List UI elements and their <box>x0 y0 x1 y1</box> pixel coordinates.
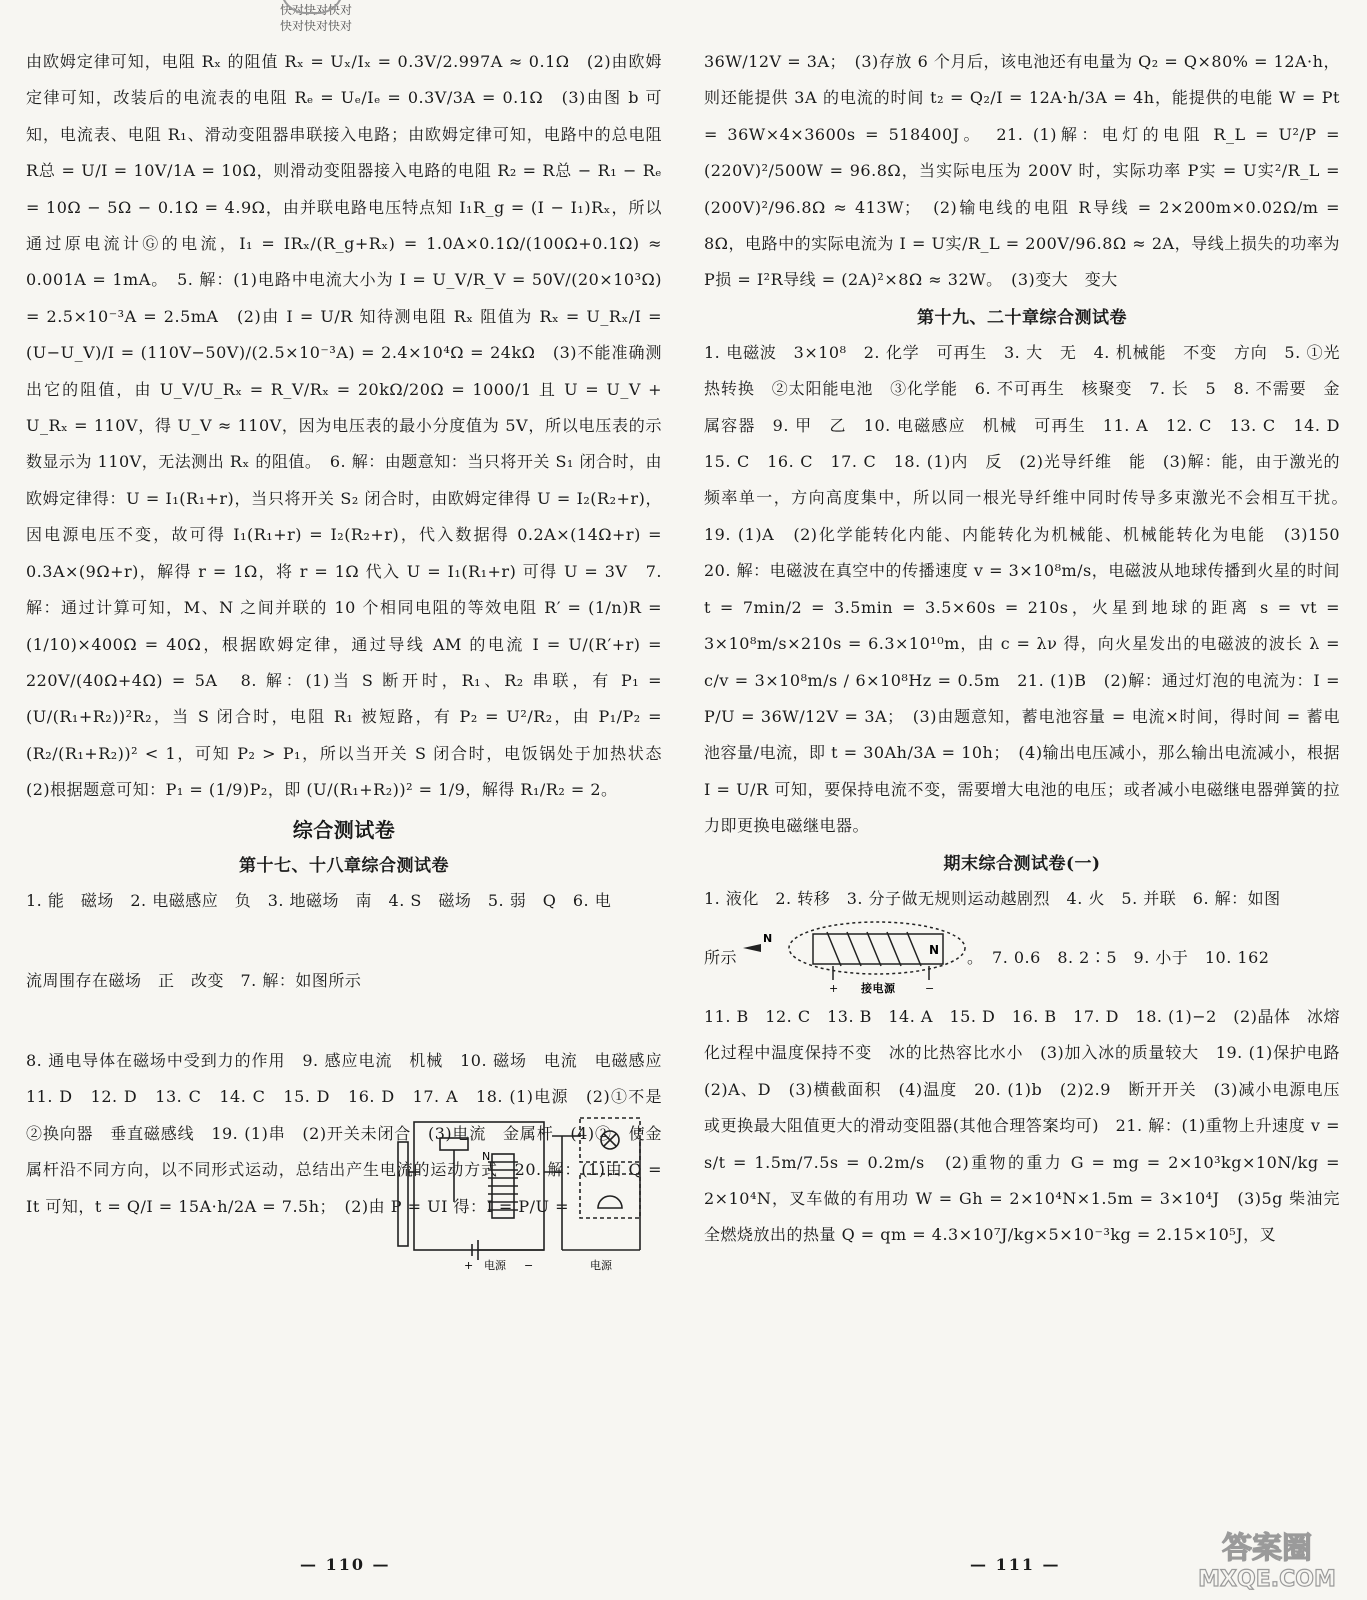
armature-pivot <box>440 1138 468 1150</box>
section3-line1: 1. 液化 2. 转移 3. 分子做无规则运动越剧烈 4. 火 5. 并联 6. 解：如图 <box>704 888 1281 908</box>
coil-figure-row <box>704 917 1340 999</box>
page-number-left: — 110 — <box>300 1555 391 1574</box>
coil-figure-suffix: 。 7. 0.6 8. 2∶5 9. 小于 10. 162 <box>967 947 1270 967</box>
compass-needle-icon <box>743 944 761 952</box>
coil-minus-label: − <box>925 981 935 995</box>
answers-figure-row <box>26 919 662 1043</box>
n-pole-label: N <box>482 1150 491 1163</box>
right-column <box>704 44 1357 1254</box>
solenoid-n-label: N <box>929 942 940 957</box>
answers-figure-text: 流周围存在磁场 正 改变 7. 解：如图所示 <box>26 970 362 990</box>
section2-title: 第十九、二十章综合测试卷 <box>917 307 1127 328</box>
left-column <box>26 44 679 1225</box>
coil-figure-prefix: 所示 <box>704 947 738 967</box>
watermark-line: 快对快对快对 <box>280 3 353 17</box>
minus-label: − <box>524 1259 534 1272</box>
answers-rest: 8. 通电导体在磁场中受到力的作用 9. 感应电流 机械 10. 磁场 电流 电磁感应 11. D 12. D 13. C 14. C 15. D 16. D 17. A 18. (1)电源 (2)①不是 ②换向器 垂直磁感线 19. (1)串 (2)开关未闭合 (3)电流 金属杆 (4)② 使金属杆沿不同方向，以不同形式运动，总结出产生电流的运动方式 20. 解：(1)由 Q = It 可知，t = Q/I = 15A·h/2A = 7.5h； (2)由 P = UI 得：I = P/U = <box>26 1050 679 1216</box>
watermark-line: 快对快对快对 <box>280 19 353 33</box>
logo-url: MXQE.COM <box>1198 1567 1336 1592</box>
subsection-title: 第十七、十八章综合测试卷 <box>239 855 449 876</box>
left-answers-continued: 由欧姆定律可知，电阻 Rₓ 的阻值 Rₓ = Uₓ/Iₓ = 0.3V/2.997A ≈ 0.1Ω (2)由欧姆定律可知，改装后的电流表的电阻 Rₑ = Uₑ/Iₑ = 0.3V/3A = 0.1Ω (3)由图 b 可知，电流表、电阻 R₁、滑动变阻器串联接入电路；由欧姆定律可知，电路中的总电阻 R总 = U/I = 10V/1A = 10Ω，则滑动变阻器接入电路的电阻 R₂ = R总 − R₁ − Rₑ = 10Ω − 5Ω − 0.1Ω = 4.9Ω，由并联电路电压特点知 I₁R_g = (I − I₁)Rₓ，所以通过原电流计Ⓖ的电流，I₁ = IRₓ/(R_g+Rₓ) = 1.0A×0.1Ω/(100Ω+0.1Ω) ≈ 0.001A = 1mA。 5. 解：(1)电路中电流大小为 I = U_V/R_V = 50V/(20×10³Ω) = 2.5×10⁻³A = 2.5mA (2)由 I = U/R 知待测电阻 Rₓ 阻值为 Rₓ = U_Rₓ/I = (U−U_V)/I = (110V−50V)/(2.5×10⁻³A) = 2.4×10⁴Ω = 24kΩ (3)不能准确测出它的阻值，由 U_V/U_Rₓ = R_V/Rₓ = 20kΩ/20Ω = 1000/1 且 U = U_V + U_Rₓ = 110V，得 U_V ≈ 110V，因为电压表的最小分度值为 5V，所以电压表的示数显示为 110V，无法测出 Rₓ 的阻值。 6. 解：由题意知：当只将开关 S₁ 闭合时，由欧姆定律得：U = I₁(R₁+r)，当只将开关 S₂ 闭合时，由欧姆定律得 U = I₂(R₂+r)，因电源电压不变，故可得 I₁(R₁+r) = I₂(R₂+r)，代入数据得 0.2A×(14Ω+r) = 0.3A×(9Ω+r)，解得 r = 1Ω，将 r = 1Ω 代入 U = I₁(R₁+r) 可得 U = 3V 7. 解：通过计算可知，M、N 之间并联的 10 个相同电阻的等效电阻 R′ = (1/n)R = (1/10)×400Ω = 40Ω，根据欧姆定律，通过导线 AM 的电流 I = U/(R′+r) = 220V/(40Ω+4Ω) = 5A 8. 解：(1)当 S 断开时，R₁、R₂ 串联，有 P₁ = (U/(R₁+R₂))²R₂，当 S 闭合时，电阻 R₁ 被短路，有 P₂ = U²/R₂，由 P₁/P₂ = (R₂/(R₁+R₂))² < 1，可知 P₂ > P₁，所以当开关 S 闭合时，电饭锅处于加热状态 (2)根据题意可知：P₁ = (1/9)P₂，即 (U/(R₁+R₂))² = 1/9，解得 R₁/R₂ = 2。 <box>26 52 679 800</box>
compass-n-label: N <box>763 931 773 945</box>
section2-body: 1. 电磁波 3×10⁸ 2. 化学 可再生 3. 大 无 4. 机械能 不变 方向 5. ①光热转换 ②太阳能电池 ③化学能 6. 不可再生 核聚变 7. 长 5 8. 不需要 金属容器 9. 甲 乙 10. 电磁感应 机械 可再生 11. A 12. C 13. C 14. D 15. C 16. C 17. C 18. (1)内 反 (2)光导纤维 能 (3)解：能，由于激光的频率单一，方向高度集中，所以同一根光导纤维中同时传导多束激光不会相互干扰。 19. (1)A (2)化学能转化内能、内能转化为机械能、机械能转化为电能 (3)150 20. 解：电磁波在真空中的传播速度 v = 3×10⁸m/s，电磁波从地球传播到火星的时间 t = 7min/2 = 3.5min = 3.5×60s = 210s，火星到地球的距离 s = vt = 3×10⁸m/s×210s = 6.3×10¹⁰m，由 c = λν 得，向火星发出的电磁波的波长 λ = c/v = 3×10⁸m/s / 6×10⁸Hz = 0.5m 21. (1)B (2)解：通过灯泡的电流为：I = P/U = 36W/12V = 3A； (3)由题意知，蓄电池容量 = 电流×时间，得时间 = 蓄电池容量/电流，即 t = 30Ah/3A = 10h； (4)输出电压减小，那么输出电流减小，根据 I = U/R 可知，要保持电流不变，需要增大电池的电压；或者减小电磁继电器弹簧的拉力即更换电磁继电器。 <box>704 342 1357 836</box>
right-answers-continued: 36W/12V = 3A； (3)存放 6 个月后，该电池还有电量为 Q₂ = Q×80% = 12A·h，则还能提供 3A 的电流的时间 t₂ = Q₂/I = 12A·h/3A = 4h，能提供的电能 W = Pt = 36W×4×3600s = 518400J。 21. (1)解：电灯的电阻 R_L = U²/P = (220V)²/500W = 96.8Ω，当实际电压为 200V 时，实际功率 P实 = U实²/R_L = (200V)²/96.8Ω ≈ 413W； (2)输电线的电阻 R导线 = 2×200m×0.02Ω/m = 8Ω，电路中的实际电流为 I = U实/R_L = 200V/96.8Ω ≈ 2A，导线上损失的功率为 P损 = I²R导线 = (2A)²×8Ω ≈ 32W。 (3)变大 变大 <box>704 52 1340 290</box>
power-label-1: 电源 <box>484 1259 506 1272</box>
relay-circuit-diagram <box>384 1112 654 1272</box>
answers-line: 1. 能 磁场 2. 电磁感应 负 3. 地磁场 南 4. S 磁场 5. 弱 Q 6. 电 <box>26 890 612 910</box>
relay-frame <box>414 1122 544 1250</box>
rheostat <box>398 1142 408 1246</box>
power-label-2: 电源 <box>590 1259 612 1272</box>
site-logo <box>1177 1522 1357 1592</box>
coil-power-label: 接电源 <box>861 981 896 995</box>
logo-text: 答案圈 <box>1222 1531 1312 1566</box>
page-number-right: — 111 — <box>970 1555 1061 1574</box>
bell-icon <box>598 1196 622 1208</box>
watermark <box>280 2 390 34</box>
solenoid-diagram <box>737 918 967 998</box>
section-title: 综合测试卷 <box>292 817 396 842</box>
plus-label: + <box>464 1259 474 1272</box>
coil-plus-label: + <box>829 981 839 995</box>
section3-rest: 11. B 12. C 13. B 14. A 15. D 16. B 17. D 18. (1)−2 (2)晶体 冰熔化过程中温度保持不变 冰的比热容比水小 (3)加入冰的质量较大 19. (1)保护电路 (2)A、D (3)横截面积 (4)温度 20. (1)b (2)2.9 断开开关 (3)减小电源电压或更换最大阻值更大的滑动变阻器(其他合理答案均可) 21. 解：(1)重物上升速度 v = s/t = 1.5m/7.5s = 0.2m/s (2)重物的重力 G = mg = 2×10³kg×10N/kg = 2×10⁴N，叉车做的有用功 W = Gh = 2×10⁴N×1.5m = 3×10⁴J (3)5g 柴油完全燃烧放出的热量 Q = qm = 4.3×10⁷J/kg×5×10⁻³kg = 2.15×10⁵J，叉 <box>704 1006 1357 1245</box>
section3-title: 期末综合测试卷(一) <box>943 853 1101 874</box>
